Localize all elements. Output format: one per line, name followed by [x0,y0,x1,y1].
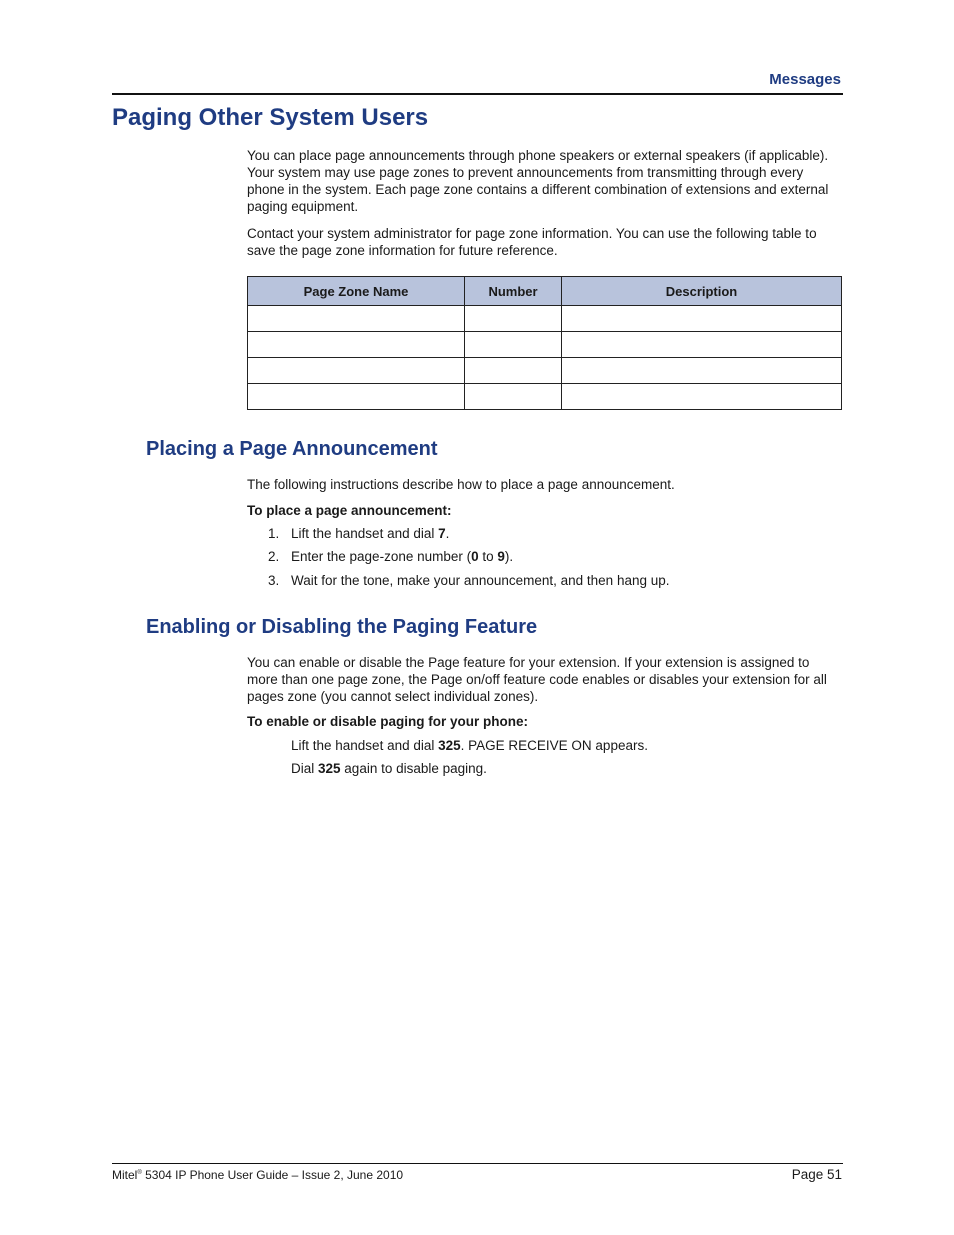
list-item [268,573,670,588]
table-cell [562,384,842,410]
header-rule [112,93,843,95]
section1-procedure-lead: To place a page announcement: [247,503,452,518]
header-section-label: Messages [769,71,841,88]
step-key: 325 [438,738,461,753]
step-text: Lift the handset and dial [291,738,439,753]
footer-document-title [112,1168,403,1182]
step-number: 3. [268,573,280,588]
page-zone-table [247,276,842,410]
section-heading-placing-page: Placing a Page Announcement [146,438,438,460]
footer-rule [112,1163,843,1164]
table-cell [562,306,842,332]
step-text: Lift the handset and dial [291,526,439,541]
list-item [268,549,513,564]
step-text: again to disable paging. [340,761,487,776]
table-row [248,384,842,410]
section2-intro: You can enable or disable the Page feature for your extension. If your extension is assigned to more than one page zone, the Page on/off feature code enables or disables your extension for all pages zone (you cannot select individual zones). [247,655,827,704]
step-text: to [478,549,498,564]
table-cell [465,332,562,358]
table-cell [562,358,842,384]
list-item [291,738,648,753]
table-header-row [248,277,842,306]
table-cell [248,384,465,410]
page-title: Paging Other System Users [112,104,429,131]
list-item [291,761,487,776]
footer-brand: Mitel [112,1168,138,1182]
table-cell [465,306,562,332]
step-number: 2. [268,549,280,564]
table-row [248,306,842,332]
step-text: Enter the page-zone number ( [291,549,472,564]
section1-intro: The following instructions describe how to place a page announcement. [247,477,675,492]
list-item [268,526,449,541]
table-cell [465,384,562,410]
table-cell [248,306,465,332]
column-header-number: Number [465,277,562,306]
step-text: ). [504,549,514,564]
table-row [248,358,842,384]
step-text: Dial [291,761,319,776]
table-cell [248,332,465,358]
table-row [248,332,842,358]
step-key: 325 [318,761,341,776]
footer-doc-info: 5304 IP Phone User Guide – Issue 2, June 2010 [141,1168,404,1182]
step-text: Wait for the tone, make your announcement, and then hang up. [291,573,670,588]
step-key: 9 [497,549,505,564]
page-number: Page 51 [791,1167,842,1182]
step-key: 0 [471,549,479,564]
intro-paragraph-2: Contact your system administrator for page zone information. You can use the following table to save the page zone information for future reference. [247,226,817,258]
step-text: . PAGE RECEIVE ON appears. [460,738,648,753]
table-cell [248,358,465,384]
step-text: . [445,526,450,541]
section-heading-enabling-paging: Enabling or Disabling the Paging Feature [146,616,538,638]
registered-mark: ® [137,1170,142,1176]
step-key: 7 [438,526,446,541]
table-cell [562,332,842,358]
section2-procedure-lead: To enable or disable paging for your phone: [247,714,529,729]
step-number: 1. [268,526,280,541]
table-cell [465,358,562,384]
intro-paragraph-1: You can place page announcements through phone speakers or external speakers (if applicable). Your system may use page zones to prevent announcements from transmitting through every phone in the system. Each page zone contains a different combination of extensions and external paging equipment. [247,148,829,214]
column-header-page-zone-name: Page Zone Name [248,277,465,306]
column-header-description: Description [562,277,842,306]
